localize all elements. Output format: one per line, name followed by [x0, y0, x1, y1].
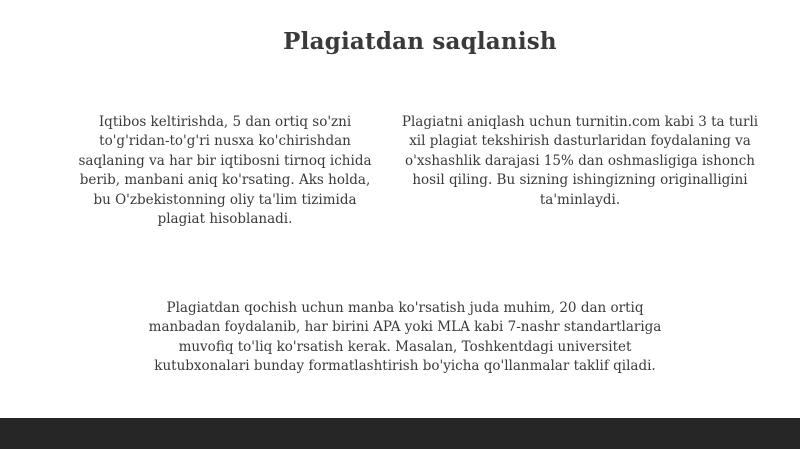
- slide-title: Plagiatdan saqlanish: [283, 28, 557, 55]
- paragraph-bottom: Plagiatdan qochish uchun manba ko'rsatish juda muhim, 20 dan ortiq manbadan foydalanib, har birini APA yoki MLA kabi 7-nashr standartlariga muvofiq to'liq ko'rsatish kerak. Masalan, Toshkentdagi universitet kutubxonalari bunday formatlashtirish bo'yicha qo'llanmalar taklif qiladi.: [148, 300, 662, 375]
- paragraph-left: Iqtibos keltirishda, 5 dan ortiq so'zni to'g'ridan-to'g'ri nusxa ko'chirishdan saqlaning va har bir iqtibosni tirnoq ichida berib, manbani aniq ko'rsating. Aks holda, bu O'zbekistonning oliy ta'lim tizimida plagiat hisoblanadi.: [78, 114, 372, 228]
- paragraph-right: Plagiatni aniqlash uchun turnitin.com kabi 3 ta turli xil plagiat tekshirish dasturlaridan foydalaning va o'xshashlik darajasi 15% dan oshmasligiga ishonch hosil qiling. Bu sizning ishingizning originalligini ta'minlaydi.: [401, 114, 759, 208]
- bottom-bar: [0, 418, 800, 449]
